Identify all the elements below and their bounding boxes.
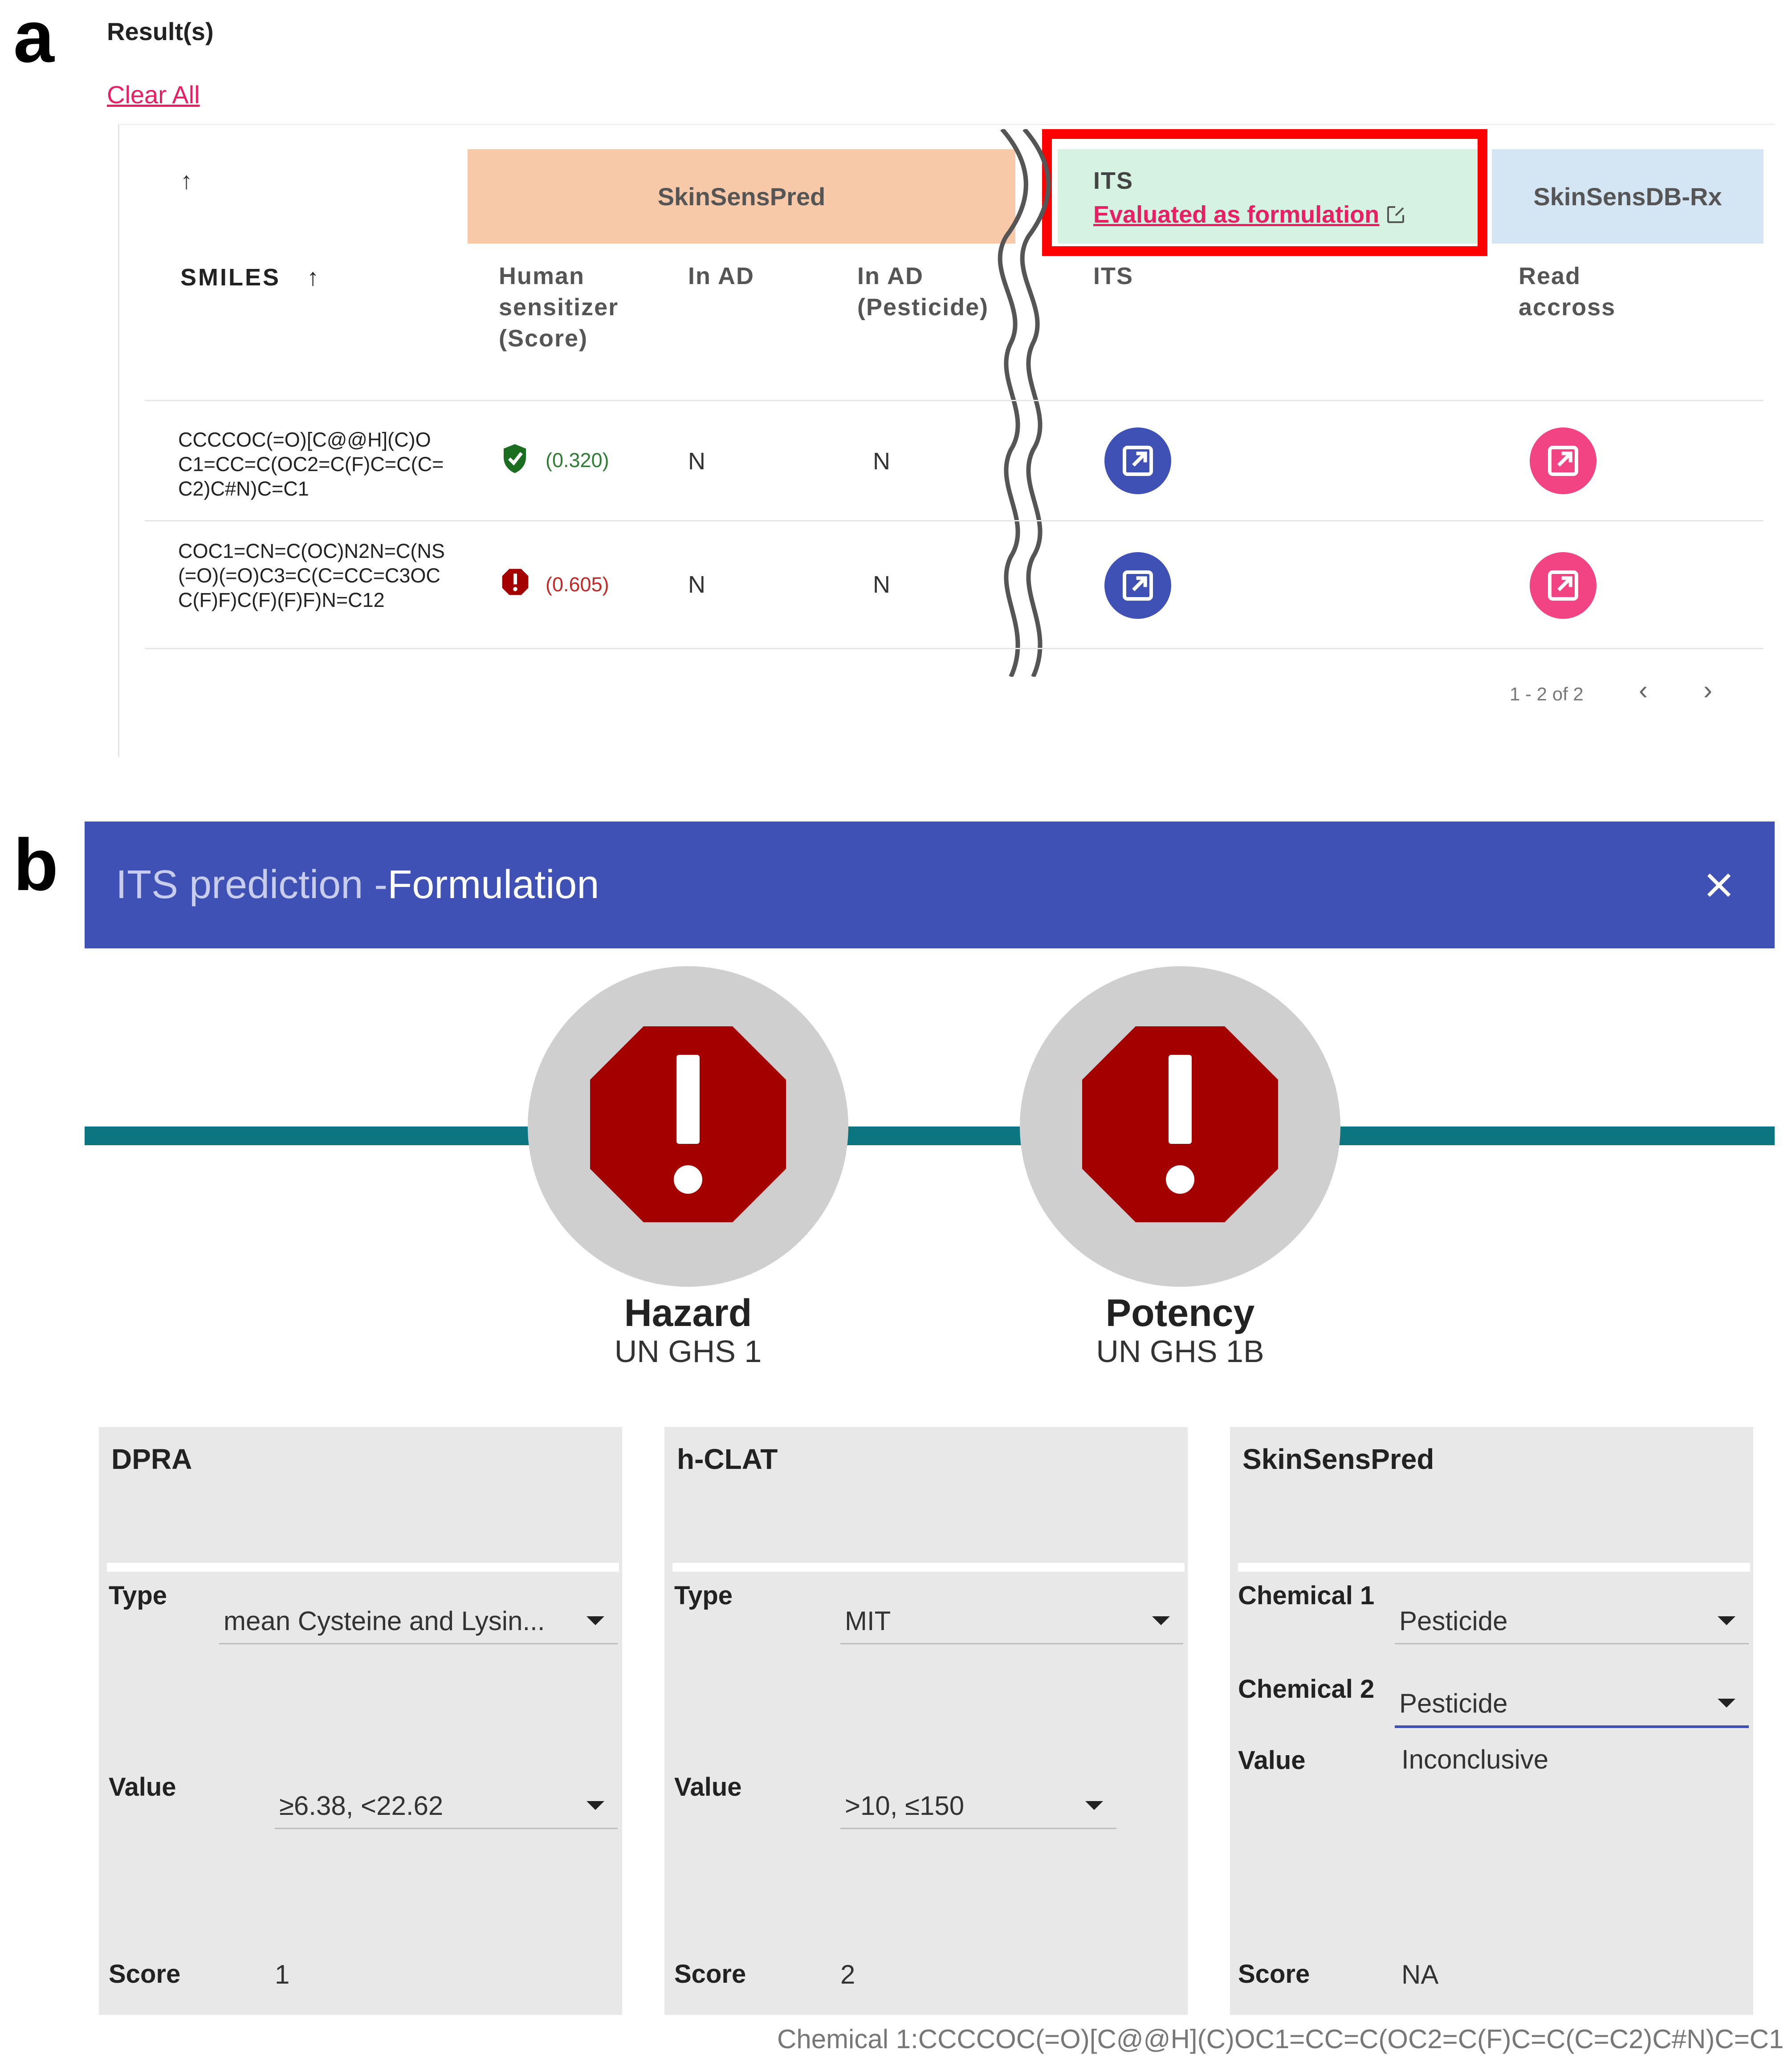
- chemical-2-label: Chemical 2: [1238, 1675, 1375, 1704]
- table-row-2-read-across-button[interactable]: [1530, 552, 1597, 619]
- hclat-score-value: 2: [840, 1960, 855, 1989]
- potency-label: Potency: [1105, 1292, 1255, 1334]
- hclat-type-value: MIT: [845, 1606, 891, 1636]
- alert-octagon-icon: [581, 1017, 795, 1231]
- dpra-title: DPRA: [111, 1443, 192, 1475]
- sort-up-icon[interactable]: ↑: [307, 264, 321, 291]
- close-button[interactable]: [1703, 821, 1735, 948]
- skinsenspred-score-label: Score: [1238, 1960, 1310, 1989]
- panel-letter-a: a: [13, 0, 54, 77]
- hclat-type-label: Type: [674, 1581, 733, 1610]
- next-page-chevron-icon[interactable]: ›: [1703, 675, 1712, 705]
- clear-all-link[interactable]: Clear All: [107, 81, 200, 109]
- chemical-smiles-footer: Chemical 1:CCCCOC(=O)[C@@H](C)OC1=CC=C(OC2=C(F)C=C(C=C2)C#N)C=C1: [777, 2024, 1784, 2054]
- panel-letter-b: b: [13, 824, 58, 906]
- open-in-new-icon: [1120, 443, 1156, 479]
- dialog-title-main: Formulation: [387, 862, 599, 907]
- card-divider: [107, 1563, 619, 1572]
- table-row-2-in-ad: N: [688, 571, 705, 598]
- open-in-new-icon: [1120, 568, 1156, 603]
- hclat-score-label: Score: [674, 1960, 746, 1989]
- evaluated-as-formulation-label: Evaluated as formulation: [1093, 201, 1380, 228]
- skinsenspred-title: SkinSensPred: [1242, 1443, 1434, 1475]
- column-header-human-sensitizer[interactable]: Human sensitizer (Score): [499, 263, 619, 352]
- results-card-left-border: [118, 125, 119, 757]
- dpra-type-label: Type: [109, 1581, 167, 1610]
- close-icon: [1703, 870, 1735, 901]
- dropdown-arrow-icon: [1718, 1616, 1735, 1625]
- its-timeline: [85, 1127, 1775, 1145]
- open-in-new-icon: [1545, 568, 1581, 603]
- shield-check-icon: [501, 443, 529, 474]
- chemical-2-select[interactable]: [1395, 1681, 1749, 1728]
- results-card-top-border: [118, 124, 1775, 125]
- sort-arrow-icon[interactable]: ↑: [180, 167, 192, 194]
- hclat-card: [664, 1427, 1188, 2015]
- table-row-2-smiles: COC1=CN=C(OC)N2N=C(NS(=O)(=O)C3=C(C=CC=C3OCC(F)F)C(F)(F)F)N=C12: [178, 540, 445, 611]
- alert-octagon-icon: [1073, 1017, 1287, 1231]
- table-row-1-smiles: CCCCOC(=O)[C@@H](C)OC1=CC=C(OC2=C(F)C=C(C=C2)C#N)C=C1: [178, 428, 444, 500]
- table-row-2-in-ad-pesticide: N: [873, 571, 890, 598]
- dropdown-arrow-icon: [586, 1616, 604, 1625]
- results-title: Result(s): [107, 17, 214, 45]
- column-header-in-ad-pesticide[interactable]: In AD (Pesticide): [857, 263, 989, 321]
- skinsenspred-card: [1230, 1427, 1753, 2015]
- skinsenspred-score-value: NA: [1401, 1960, 1439, 1989]
- column-header-in-ad[interactable]: In AD: [688, 263, 754, 289]
- dpra-type-value: mean Cysteine and Lysin...: [224, 1606, 545, 1636]
- dpra-type-select[interactable]: [219, 1598, 618, 1644]
- hclat-value-label: Value: [674, 1773, 742, 1802]
- table-row-2-its-button[interactable]: [1104, 552, 1171, 619]
- alert-octagon-icon: [501, 568, 529, 596]
- dropdown-arrow-icon: [1152, 1616, 1170, 1625]
- table-row-1-in-ad-pesticide: N: [873, 448, 890, 475]
- dpra-value-select[interactable]: [275, 1783, 618, 1829]
- table-row-1-its-button[interactable]: [1104, 427, 1171, 494]
- dropdown-arrow-icon: [586, 1801, 604, 1810]
- hclat-value-value: >10, ≤150: [845, 1790, 965, 1821]
- pagination-range: 1 - 2 of 2: [1510, 683, 1584, 704]
- card-divider: [672, 1563, 1185, 1572]
- dialog-header: [85, 821, 1775, 948]
- hazard-value: UN GHS 1: [614, 1334, 762, 1369]
- column-header-smiles[interactable]: [180, 264, 321, 291]
- table-row-2-score: (0.605): [546, 573, 609, 596]
- skinsenspred-value-label: Value: [1238, 1746, 1306, 1775]
- dpra-score-label: Score: [109, 1960, 181, 1989]
- hclat-title: h-CLAT: [677, 1443, 778, 1475]
- highlight-box: [1042, 129, 1487, 256]
- chemical-1-label: Chemical 1: [1238, 1581, 1375, 1610]
- table-row-1-score: (0.320): [546, 449, 609, 472]
- hclat-value-select[interactable]: [840, 1783, 1116, 1829]
- dpra-value-value: ≥6.38, <22.62: [279, 1790, 444, 1821]
- chemical-2-value: Pesticide: [1399, 1688, 1508, 1718]
- dpra-value-label: Value: [109, 1773, 176, 1802]
- dpra-card: [99, 1427, 622, 2015]
- chemical-1-value: Pesticide: [1399, 1606, 1508, 1636]
- dpra-score-value: 1: [275, 1960, 290, 1989]
- dialog-title-prefix: ITS prediction -: [116, 862, 388, 907]
- row-divider: [145, 520, 1763, 521]
- previous-page-chevron-icon[interactable]: ‹: [1639, 675, 1648, 705]
- group-header-skinsensdb-rx: SkinSensDB-Rx: [1492, 149, 1763, 244]
- table-row-1-in-ad: N: [688, 448, 705, 475]
- smiles-header-label: SMILES: [180, 264, 281, 291]
- potency-value: UN GHS 1B: [1096, 1334, 1264, 1369]
- column-header-its[interactable]: ITS: [1093, 263, 1134, 289]
- chemical-1-select[interactable]: [1395, 1598, 1749, 1644]
- hazard-label: Hazard: [624, 1292, 752, 1334]
- row-divider: [145, 648, 1763, 649]
- hclat-type-select[interactable]: [840, 1598, 1183, 1644]
- open-in-new-icon: [1545, 443, 1581, 479]
- column-header-read-across[interactable]: Read accross: [1519, 263, 1616, 321]
- group-header-skinsenspred: SkinSensPred: [468, 149, 1015, 244]
- card-divider: [1238, 1563, 1750, 1572]
- dialog-title: [116, 821, 599, 948]
- dropdown-arrow-icon: [1085, 1801, 1103, 1810]
- header-divider: [145, 400, 1763, 401]
- dropdown-arrow-icon: [1718, 1699, 1735, 1708]
- column-break-squiggle: [993, 129, 1055, 677]
- table-row-1-read-across-button[interactable]: [1530, 427, 1597, 494]
- its-group-title: ITS: [1093, 167, 1134, 194]
- skinsenspred-value: Inconclusive: [1401, 1745, 1549, 1774]
